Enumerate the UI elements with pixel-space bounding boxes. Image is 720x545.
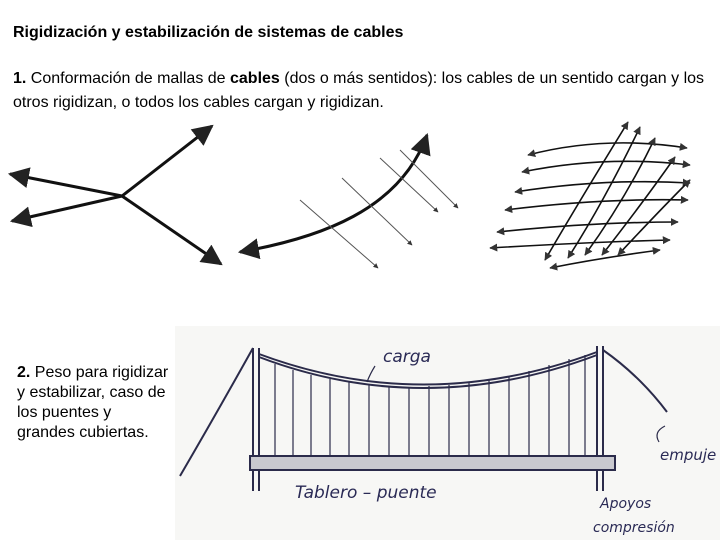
cable-mesh-sketches <box>0 110 720 330</box>
label-empuje: empuje <box>660 446 717 464</box>
page-title: Rigidización y estabilización de sistemas de cables <box>13 24 404 41</box>
section-1-number: 1. <box>13 70 27 87</box>
section-1-text-a: Conformación de mallas de <box>26 70 230 87</box>
sketch-curved-cable <box>240 135 458 268</box>
sketch-node-cables <box>10 126 221 264</box>
section-2-text-body: Peso para rigidizar y estabilizar, caso de los puentes y grandes cubiertas. <box>17 364 169 441</box>
bridge-sketch-photo <box>175 326 720 540</box>
sketch-cable-net <box>490 122 690 268</box>
label-tablero: Tablero – puente <box>295 483 437 503</box>
section-1-bold-word: cables <box>230 70 280 87</box>
label-carga: carga <box>383 347 431 367</box>
bridge-sketch <box>175 326 720 540</box>
section-1-text-b: (dos o más sentidos): los cables de un sentido cargan y los otros rigidizan, o todos los cables cargan y rigidizan. <box>13 70 705 111</box>
label-compresion: compresión <box>593 520 675 536</box>
section-2-text <box>17 363 172 443</box>
label-apoyos: Apoyos <box>600 496 652 512</box>
section-1-text <box>13 67 713 115</box>
section-2-number: 2. <box>17 364 31 381</box>
